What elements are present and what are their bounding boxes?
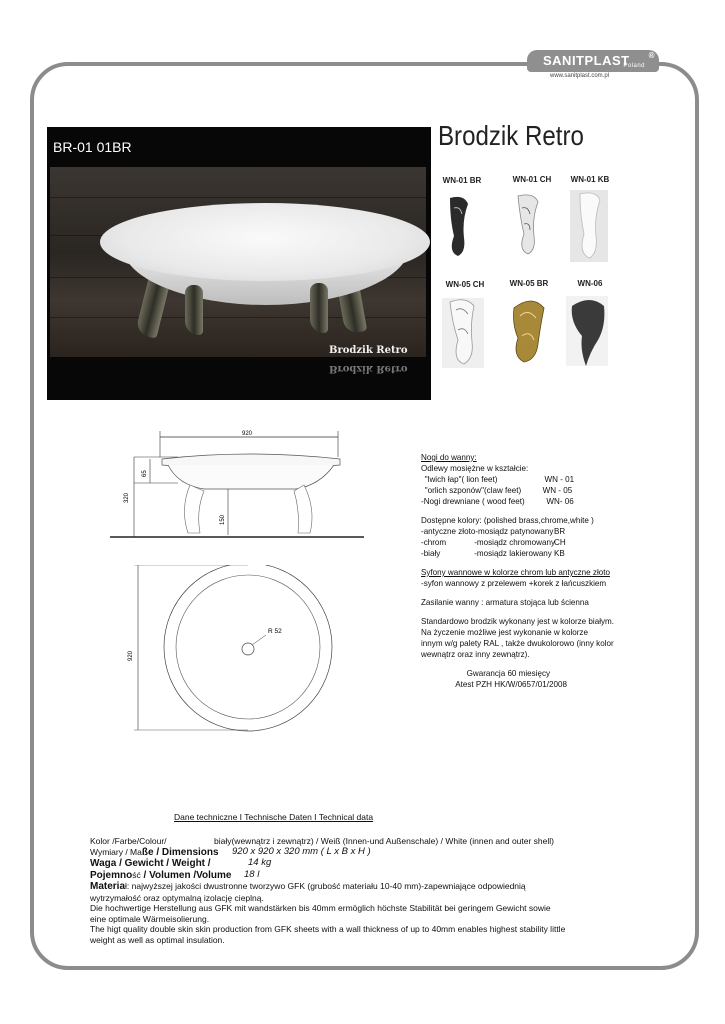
technical-data (90, 812, 566, 945)
color-item (421, 526, 614, 537)
feet-code: WN- 06 (546, 496, 574, 506)
supply-text: Zasilanie wanny : armatura stojąca lub ścienna (421, 597, 589, 607)
feet-name: -Nogi drewniane ( wood feet) (421, 496, 525, 506)
variant-label: WN-06 (577, 279, 603, 288)
volume-label-mid: ść (132, 869, 141, 880)
product-title: Brodzik Retro (438, 120, 584, 151)
specs-block (421, 452, 614, 690)
material-row (90, 881, 560, 893)
top-view-drawing (108, 565, 358, 740)
height-dimension: 320 (124, 492, 130, 503)
color-label: Kolor /Farbe/Colour/ (90, 836, 167, 846)
variant-label: WN-05 CH (445, 280, 485, 289)
color-item (421, 548, 614, 559)
color-desc: -mosiądz lakierowany (474, 548, 552, 558)
dimensions-value: 920 x 920 x 320 mm ( L x B x H ) (232, 845, 371, 857)
material-en-2: weight as well as optimal insulation. (90, 934, 225, 945)
siphon-text: -syfon wannowy z przelewem +korek z łańcuszkiem (421, 578, 607, 588)
floor-plank (50, 317, 426, 318)
diameter-dimension: 920 (128, 650, 134, 661)
feet-heading: Nogi do wanny: (421, 452, 477, 462)
foot-wn-06 (566, 296, 608, 366)
product-photo (47, 127, 431, 400)
material-en: The higt quality double skin skin production from GFK sheets with a wall thickness of up to 40mm enables highest stability little (90, 924, 566, 934)
foot-wn-01-kb (570, 190, 608, 262)
feet-item (421, 485, 614, 496)
claw-foot (185, 285, 203, 335)
foot-wn-01-br (446, 196, 472, 258)
color-code: CH (554, 537, 566, 547)
material-label: Materia (90, 881, 126, 892)
color-name: -chrom (421, 537, 447, 547)
material-pl-2: wytrzymałość oraz optymalną izolację cieplną. (90, 892, 264, 903)
standard-text: Standardowo brodzik wykonany jest w kolorze białym. (421, 616, 614, 626)
variant-label: WN-01 KB (570, 175, 610, 184)
foot-wn-05-br (514, 301, 545, 362)
radius-label: R 52 (268, 628, 282, 635)
siphon-heading: Syfony wannowe w kolorze chrom lub antyczne złoto (421, 567, 610, 577)
colors-heading: Dostępne kolory: (polished brass,chrome,white ) (421, 515, 594, 525)
standard-text: innym w/g palety RAL , także dwukolorowo (inny kolor (421, 638, 614, 648)
volume-value: 18 l (244, 868, 260, 880)
brand-name: SANITPLAST (543, 53, 630, 68)
brand-url: www.sanitplast.com.pl (550, 73, 610, 79)
technical-data-heading: Dane techniczne I Technische Daten I Technical data (174, 812, 374, 822)
claw-foot (310, 283, 328, 333)
foot-wn-01-ch (518, 195, 538, 254)
weight-value: 14 kg (248, 857, 272, 868)
warranty-text: Gwarancja 60 miesięcy (466, 668, 551, 678)
feet-intro: Odlewy mosiężne w kształcie: (421, 463, 529, 473)
leg-dimension: 150 (220, 514, 226, 525)
volume-label: Pojemno (90, 869, 133, 881)
variant-label: WN-01 BR (442, 176, 482, 185)
material-pl: najwyższej jakości dwustronne tworzywo GFK (grubość materiału 10-40 mm)-zapewniające odpowiednią (131, 881, 526, 891)
feet-name: "lwich łap"( lion feet) (424, 474, 498, 484)
color-desc: -mosiądz chromowany (474, 537, 555, 547)
width-dimension: 920 (241, 431, 253, 437)
material-de-2: eine optimale Wärmeisolierung. (90, 913, 210, 924)
color-value: biały(wewnątrz i zewnątrz) / Weiß (Innen-und Außenschale) / White (innen and outer shell) (214, 836, 554, 846)
photo-caption-reflection: Brodzik Retro (329, 363, 408, 374)
feet-swatches (440, 190, 610, 370)
standard-text: wewnątrz oraz inny zewnątrz). (421, 649, 530, 659)
brand-country: Poland (623, 63, 645, 69)
dimensions-label-bold: ße / Dimensions (141, 846, 219, 858)
dimensions-row (90, 847, 560, 859)
photo-scene (50, 167, 426, 357)
feet-item (421, 496, 614, 507)
color-name: -biały (421, 548, 441, 558)
variant-label: WN-05 BR (509, 279, 549, 288)
dimensions-label: Wymiary / Ma (90, 846, 142, 857)
registered-mark: ® (648, 51, 655, 60)
feet-code: WN - 01 (544, 474, 575, 484)
side-view-drawing (108, 425, 368, 550)
material-label-post: ł: (125, 881, 130, 891)
color-name: -antyczne złoto-mosiądz patynowany (421, 526, 554, 536)
variant-label: WN-01 CH (512, 175, 552, 184)
color-row (90, 836, 560, 847)
standard-text: Na życzenie możliwe jest wykonanie w kolorze (421, 627, 588, 637)
floor-plank (50, 197, 426, 198)
volume-label-post: / Volumen /Volume (140, 869, 232, 881)
certificate-text: Atest PZH HK/W/0657/01/2008 (455, 679, 567, 689)
feet-item (421, 474, 614, 485)
volume-row (90, 870, 560, 882)
material-de: Die hochwertige Herstellung aus GFK mit wandstärken bis 40mm ermöglich höchste Stabilität bei geringem Gewicht sowie (90, 903, 551, 913)
feet-name: "orlich szponów"(claw feet) (424, 485, 522, 495)
tub-rim (100, 203, 430, 281)
brand-logo (527, 50, 659, 72)
foot-wn-05-ch (442, 298, 484, 368)
weight-row (90, 858, 560, 870)
feet-code: WN - 05 (542, 485, 573, 495)
weight-label: Waga / Gewicht / Weight / (90, 858, 211, 869)
color-code: BR (554, 526, 566, 536)
product-code: BR-01 01BR (53, 139, 132, 155)
color-item (421, 537, 614, 548)
rim-dimension: 65 (142, 470, 148, 477)
photo-caption: Brodzik Retro (329, 345, 408, 356)
color-code: KB (554, 548, 565, 558)
